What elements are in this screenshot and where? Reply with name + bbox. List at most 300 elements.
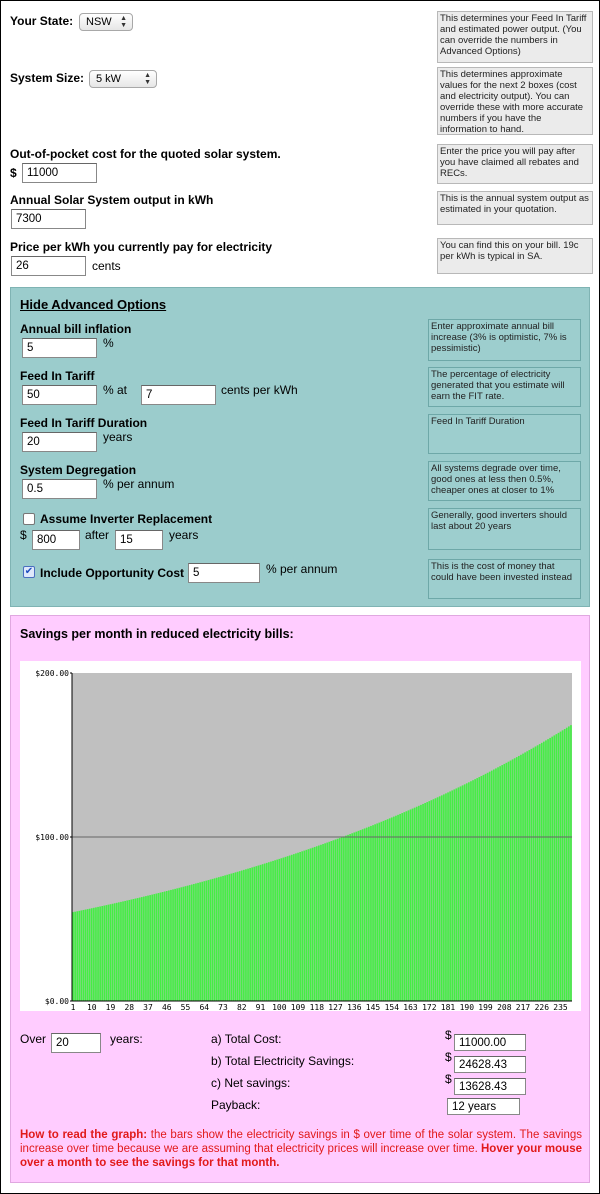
chart-bar[interactable]	[256, 866, 258, 1001]
chart-bar[interactable]	[331, 841, 333, 1001]
net-savings-label: c) Net savings:	[211, 1076, 291, 1090]
inverter-years-input[interactable]: 15	[115, 530, 163, 550]
chart-bar[interactable]	[401, 813, 403, 1001]
chart-bar[interactable]	[453, 789, 455, 1001]
chart-bar[interactable]	[566, 728, 568, 1001]
fit-percent-input[interactable]: 50	[22, 385, 97, 405]
chart-bar[interactable]	[445, 793, 447, 1001]
fit-duration-unit: years	[103, 430, 133, 444]
chart-bar[interactable]	[145, 896, 147, 1001]
chart-x-tick-label: 172	[422, 1003, 437, 1011]
chart-bar[interactable]	[418, 806, 420, 1001]
chart-bar[interactable]	[368, 827, 370, 1001]
chart-bar[interactable]	[514, 758, 516, 1001]
chart-bar[interactable]	[287, 856, 289, 1001]
chart-bar[interactable]	[183, 887, 185, 1001]
chart-bar[interactable]	[299, 852, 301, 1001]
chart-x-tick-label: 28	[124, 1003, 135, 1011]
chart-bar[interactable]	[568, 726, 570, 1001]
chart-bar[interactable]	[431, 800, 433, 1001]
chart-bar[interactable]	[224, 875, 226, 1001]
chart-bar[interactable]	[103, 906, 105, 1001]
chart-bar[interactable]	[95, 907, 97, 1001]
size-label: System Size:	[10, 71, 85, 85]
chart-bar[interactable]	[493, 769, 495, 1001]
chart-bar[interactable]	[320, 845, 322, 1001]
price-input[interactable]: 26	[11, 256, 86, 276]
chart-bar[interactable]	[447, 792, 449, 1001]
inverter-cost-input[interactable]: 800	[32, 530, 80, 550]
chart-bar[interactable]	[343, 836, 345, 1001]
chart-bar[interactable]	[347, 835, 349, 1001]
chart-bar[interactable]	[539, 744, 541, 1001]
chart-bar[interactable]	[276, 860, 278, 1001]
chart-bar[interactable]	[226, 875, 228, 1001]
chart-bar[interactable]	[93, 908, 95, 1001]
chart-bar[interactable]	[451, 790, 453, 1001]
chart-bar[interactable]	[476, 778, 478, 1001]
chart-bar[interactable]	[383, 821, 385, 1001]
chart-bar[interactable]	[83, 910, 85, 1001]
chart-bar[interactable]	[541, 743, 543, 1001]
chart-bar[interactable]	[245, 869, 247, 1001]
chart-bar[interactable]	[349, 834, 351, 1001]
chart-bar[interactable]	[149, 895, 151, 1001]
chart-bar[interactable]	[260, 865, 262, 1001]
chart-bar[interactable]	[258, 865, 260, 1001]
inverter-label: Assume Inverter Replacement	[40, 512, 213, 526]
chart-bar[interactable]	[556, 734, 558, 1001]
chart-bar[interactable]	[156, 894, 158, 1001]
chart-bar[interactable]	[522, 754, 524, 1001]
chart-bar[interactable]	[295, 853, 297, 1001]
chart-bar[interactable]	[126, 900, 128, 1001]
chart-bar[interactable]	[203, 881, 205, 1001]
chart-bar[interactable]	[220, 877, 222, 1001]
chart-bar[interactable]	[531, 749, 533, 1001]
chart-bar[interactable]	[133, 899, 135, 1001]
size-select-value: 5 kW	[96, 73, 122, 85]
chart-bar[interactable]	[216, 878, 218, 1001]
chart-bar[interactable]	[308, 849, 310, 1001]
chart-bar[interactable]	[389, 818, 391, 1001]
cost-prefix: $	[10, 166, 17, 180]
chart-bar[interactable]	[358, 831, 360, 1001]
chart-bar[interactable]	[549, 738, 551, 1001]
chart-bar[interactable]	[462, 785, 464, 1001]
chart-bar[interactable]	[239, 871, 241, 1001]
chart-bar[interactable]	[99, 906, 101, 1001]
chart-bar[interactable]	[181, 887, 183, 1001]
chart-bar[interactable]	[189, 885, 191, 1001]
chart-bar[interactable]	[151, 895, 153, 1001]
chart-bar[interactable]	[193, 884, 195, 1001]
opportunity-input[interactable]: 5	[188, 563, 260, 583]
chart-bar[interactable]	[420, 805, 422, 1001]
chart-bar[interactable]	[324, 843, 326, 1001]
chart-bar[interactable]	[168, 890, 170, 1001]
chart-bar[interactable]	[537, 745, 539, 1001]
chart-bar[interactable]	[228, 874, 230, 1001]
chart-bar[interactable]	[174, 889, 176, 1001]
chart-bar[interactable]	[374, 824, 376, 1001]
chart-bar[interactable]	[176, 888, 178, 1001]
price-help: You can find this on your bill. 19c per kWh is typical in SA.	[437, 238, 593, 274]
chart-bar[interactable]	[237, 872, 239, 1001]
fit-help: The percentage of electricity generated that you estimate will earn the FIT rate.	[428, 367, 581, 407]
chart-bar[interactable]	[395, 816, 397, 1001]
price-label: Price per kWh you currently pay for electricity	[10, 240, 273, 254]
chart-bar[interactable]	[460, 786, 462, 1001]
chart-bar[interactable]	[564, 729, 566, 1001]
output-label: Annual Solar System output in kWh	[10, 193, 214, 207]
savings-chart	[20, 661, 581, 1011]
chart-bar[interactable]	[199, 882, 201, 1001]
chart-bar[interactable]	[218, 877, 220, 1001]
chart-bar[interactable]	[466, 783, 468, 1001]
chart-bar[interactable]	[520, 755, 522, 1001]
fit-duration-input[interactable]: 20	[22, 432, 97, 452]
chart-bar[interactable]	[510, 761, 512, 1001]
chart-bar[interactable]	[543, 742, 545, 1001]
chart-bar[interactable]	[397, 815, 399, 1001]
chart-bar[interactable]	[526, 751, 528, 1001]
chart-x-tick-label: 199	[478, 1003, 493, 1011]
chart-bar[interactable]	[187, 886, 189, 1001]
inflation-unit: %	[103, 336, 114, 350]
chart-x-tick-label: 109	[290, 1003, 306, 1011]
chart-bar[interactable]	[158, 893, 160, 1001]
chart-bar[interactable]	[153, 894, 155, 1001]
fit-duration-help: Feed In Tariff Duration	[428, 414, 581, 454]
chart-bar[interactable]	[281, 858, 283, 1001]
chart-bar[interactable]	[337, 839, 339, 1001]
chart-bar[interactable]	[81, 910, 83, 1001]
chart-bar[interactable]	[333, 840, 335, 1001]
chart-bar[interactable]	[172, 889, 174, 1001]
chart-bar[interactable]	[137, 898, 139, 1001]
chart-x-tick-label: 100	[272, 1003, 287, 1011]
state-label: Your State:	[10, 14, 74, 28]
chart-bar[interactable]	[528, 750, 530, 1001]
chart-bar[interactable]	[197, 883, 199, 1001]
chart-x-tick-label: 73	[218, 1003, 228, 1011]
chart-bar[interactable]	[422, 804, 424, 1001]
over-years-input[interactable]: 20	[51, 1033, 101, 1053]
chart-bar[interactable]	[495, 768, 497, 1001]
chart-bar[interactable]	[195, 883, 197, 1001]
chart-bar[interactable]	[441, 795, 443, 1001]
size-select[interactable]	[89, 70, 157, 88]
chart-y-tick-label: $0.00	[44, 997, 69, 1006]
chart-bar[interactable]	[335, 840, 337, 1001]
chart-bar[interactable]	[428, 801, 430, 1001]
chart-bar[interactable]	[241, 871, 243, 1001]
chart-bar[interactable]	[87, 909, 89, 1001]
chart-bar[interactable]	[274, 860, 276, 1001]
chart-bar[interactable]	[489, 772, 491, 1001]
chart-bar[interactable]	[399, 814, 401, 1001]
chart-bar[interactable]	[143, 897, 145, 1001]
chart-bar[interactable]	[512, 759, 514, 1001]
chart-bar[interactable]	[376, 823, 378, 1001]
total-savings-prefix: $	[445, 1050, 452, 1064]
chart-bar[interactable]	[85, 910, 87, 1001]
chart-bar[interactable]	[166, 891, 168, 1001]
chart-bar[interactable]	[128, 900, 130, 1001]
total-savings-output: 24628.43	[454, 1056, 526, 1073]
hide-advanced-link[interactable]: Hide Advanced Options	[20, 297, 167, 312]
chart-bar[interactable]	[212, 879, 214, 1001]
chart-bar[interactable]	[249, 868, 251, 1001]
chart-bar[interactable]	[345, 836, 347, 1001]
output-input[interactable]: 7300	[11, 209, 86, 229]
state-select[interactable]	[79, 13, 133, 31]
chart-x-tick-label: 145	[365, 1003, 381, 1011]
payback-label: Payback:	[211, 1098, 261, 1112]
chart-bar[interactable]	[437, 797, 439, 1001]
chart-x-tick-label: 208	[497, 1003, 512, 1011]
chart-x-tick-label: 217	[515, 1003, 531, 1011]
net-savings-output: 13628.43	[454, 1078, 526, 1095]
chart-bar[interactable]	[570, 725, 572, 1001]
chart-bar[interactable]	[310, 848, 312, 1001]
chart-bar[interactable]	[393, 817, 395, 1001]
chart-x-tick-label: 37	[143, 1003, 153, 1011]
chart-bar[interactable]	[562, 730, 564, 1001]
chart-bar[interactable]	[178, 888, 180, 1001]
select-arrows-icon: ▲ ▼	[120, 15, 127, 29]
chart-bar[interactable]	[362, 829, 364, 1001]
chart-bar[interactable]	[185, 886, 187, 1001]
chart-bar[interactable]	[78, 911, 80, 1001]
chart-bar[interactable]	[231, 874, 233, 1001]
chart-bar[interactable]	[535, 746, 537, 1001]
chart-bar[interactable]	[247, 869, 249, 1001]
chart-bar[interactable]	[293, 854, 295, 1001]
chart-bar[interactable]	[306, 850, 308, 1001]
chart-bar[interactable]	[139, 898, 141, 1001]
chart-bar[interactable]	[406, 811, 408, 1001]
chart-bar[interactable]	[116, 903, 118, 1001]
chart-bar[interactable]	[560, 732, 562, 1001]
chart-bar[interactable]	[160, 893, 162, 1001]
chart-bar[interactable]	[283, 858, 285, 1001]
chart-x-tick-label: 154	[384, 1003, 400, 1011]
chart-bar[interactable]	[474, 779, 476, 1001]
how-to-read-text	[20, 1128, 582, 1170]
chart-bar[interactable]	[114, 903, 116, 1001]
chart-bar[interactable]	[426, 802, 428, 1001]
chart-bar[interactable]	[303, 851, 305, 1001]
chart-bar[interactable]	[131, 900, 133, 1002]
chart-bar[interactable]	[547, 739, 549, 1001]
chart-bar[interactable]	[424, 803, 426, 1001]
fit-label: Feed In Tariff	[20, 369, 95, 383]
chart-bar[interactable]	[443, 794, 445, 1001]
chart-bar[interactable]	[297, 853, 299, 1001]
chart-bar[interactable]	[403, 812, 405, 1001]
chart-bar[interactable]	[468, 782, 470, 1001]
inverter-checkbox[interactable]	[23, 513, 35, 525]
chart-bar[interactable]	[433, 799, 435, 1001]
chart-bar[interactable]	[89, 909, 91, 1001]
chart-bar[interactable]	[366, 828, 368, 1001]
chart-bar[interactable]	[101, 906, 103, 1001]
size-help: This determines approximate values for the next 2 boxes (cost and electricity output). You can override these with more accurate numbers if you have the information to hand.	[437, 67, 593, 135]
chart-bar[interactable]	[201, 882, 203, 1001]
chart-bar[interactable]	[533, 748, 535, 1001]
chart-bar[interactable]	[491, 771, 493, 1001]
chart-bar[interactable]	[408, 810, 410, 1001]
chart-bar[interactable]	[516, 757, 518, 1001]
chart-x-tick-label: 64	[199, 1003, 210, 1011]
chart-bar[interactable]	[278, 859, 280, 1001]
price-unit: cents	[92, 259, 121, 273]
chart-bar[interactable]	[272, 861, 274, 1001]
chart-bar[interactable]	[558, 733, 560, 1001]
chart-bar[interactable]	[214, 878, 216, 1001]
chart-bar[interactable]	[381, 822, 383, 1001]
chart-bar[interactable]	[478, 777, 480, 1001]
chart-bar[interactable]	[328, 842, 330, 1001]
chart-bar[interactable]	[110, 904, 112, 1001]
chart-bar[interactable]	[312, 848, 314, 1001]
chart-bar[interactable]	[289, 856, 291, 1002]
chart-bar[interactable]	[314, 847, 316, 1001]
chart-bar[interactable]	[456, 788, 458, 1001]
chart-bar[interactable]	[147, 896, 149, 1001]
chart-bar[interactable]	[135, 899, 137, 1001]
inverter-help: Generally, good inverters should last about 20 years	[428, 508, 581, 550]
chart-bar[interactable]	[387, 819, 389, 1001]
chart-bar[interactable]	[206, 881, 208, 1001]
chart-bar[interactable]	[210, 879, 212, 1001]
chart-bar[interactable]	[106, 905, 108, 1001]
chart-bar[interactable]	[74, 912, 76, 1001]
chart-bar[interactable]	[76, 911, 78, 1001]
chart-bar[interactable]	[360, 830, 362, 1001]
net-savings-prefix: $	[445, 1072, 452, 1086]
chart-bar[interactable]	[551, 737, 553, 1001]
chart-bar[interactable]	[501, 765, 503, 1001]
degradation-input[interactable]: 0.5	[22, 479, 97, 499]
chart-bar[interactable]	[162, 892, 164, 1001]
chart-bar[interactable]	[112, 904, 114, 1001]
chart-bar[interactable]	[483, 775, 485, 1001]
chart-bar[interactable]	[124, 901, 126, 1001]
chart-bar[interactable]	[378, 823, 380, 1001]
chart-bar[interactable]	[222, 876, 224, 1001]
chart-bar[interactable]	[435, 798, 437, 1001]
cost-input[interactable]: 11000	[22, 163, 97, 183]
total-cost-output: 11000.00	[454, 1034, 526, 1051]
chart-x-tick-label: 163	[403, 1003, 418, 1011]
chart-bar[interactable]	[506, 763, 508, 1001]
chart-bar[interactable]	[118, 902, 120, 1001]
chart-bar[interactable]	[122, 901, 124, 1001]
chart-bar[interactable]	[372, 825, 374, 1001]
chart-bar[interactable]	[91, 908, 93, 1001]
chart-x-tick-label: 235	[553, 1003, 568, 1011]
chart-bar[interactable]	[208, 880, 210, 1001]
chart-bar[interactable]	[353, 832, 355, 1001]
chart-bar[interactable]	[322, 844, 324, 1001]
chart-bar[interactable]	[485, 774, 487, 1001]
chart-bar[interactable]	[503, 764, 505, 1001]
chart-bar[interactable]	[291, 855, 293, 1001]
chart-bar[interactable]	[416, 807, 418, 1001]
chart-bar[interactable]	[316, 846, 318, 1001]
inflation-input[interactable]: 5	[22, 338, 97, 358]
chart-bar[interactable]	[251, 867, 253, 1001]
chart-x-tick-label: 181	[440, 1003, 456, 1011]
chart-bar[interactable]	[262, 864, 264, 1001]
chart-bar[interactable]	[120, 902, 122, 1001]
chart-bar[interactable]	[270, 862, 272, 1001]
chart-bar[interactable]	[464, 784, 466, 1001]
chart-bar[interactable]	[518, 756, 520, 1001]
chart-bar[interactable]	[439, 796, 441, 1001]
chart-bar[interactable]	[233, 873, 235, 1001]
chart-bar[interactable]	[141, 897, 143, 1001]
chart-bar[interactable]	[449, 791, 451, 1001]
chart-bar[interactable]	[268, 862, 270, 1001]
cost-help: Enter the price you will pay after you have claimed all rebates and RECs.	[437, 144, 593, 184]
chart-bar[interactable]	[487, 773, 489, 1001]
chart-bar[interactable]	[318, 846, 320, 1001]
chart-bar[interactable]	[410, 809, 412, 1001]
chart-bar[interactable]	[108, 905, 110, 1001]
chart-bar[interactable]	[497, 767, 499, 1001]
chart-bar[interactable]	[170, 890, 172, 1001]
chart-bar[interactable]	[356, 832, 358, 1001]
chart-bar[interactable]	[339, 838, 341, 1001]
chart-bar[interactable]	[370, 826, 372, 1001]
chart-bar[interactable]	[499, 766, 501, 1001]
chart-bar[interactable]	[97, 907, 99, 1001]
chart-bar[interactable]	[391, 817, 393, 1001]
chart-bar[interactable]	[191, 885, 193, 1001]
chart-bar[interactable]	[243, 870, 245, 1001]
payback-output: 12 years	[447, 1098, 520, 1115]
chart-y-ticks	[35, 669, 72, 1006]
opportunity-checkbox[interactable]	[23, 566, 35, 578]
chart-bar[interactable]	[253, 867, 255, 1001]
chart-bar[interactable]	[364, 828, 366, 1001]
chart-bar[interactable]	[235, 872, 237, 1001]
inverter-years-unit: years	[169, 528, 199, 542]
chart-bar[interactable]	[341, 837, 343, 1001]
fit-rate-input[interactable]: 7	[141, 385, 216, 405]
chart-bar[interactable]	[351, 833, 353, 1001]
chart-bar[interactable]	[164, 892, 166, 1002]
chart-bar[interactable]	[481, 776, 483, 1001]
chart-bar[interactable]	[553, 735, 555, 1001]
chart-bar[interactable]	[266, 863, 268, 1001]
chart-bar[interactable]	[264, 864, 266, 1001]
chart-bar[interactable]	[524, 752, 526, 1001]
chart-bar[interactable]	[285, 857, 287, 1001]
chart-bar[interactable]	[326, 843, 328, 1001]
chart-bar[interactable]	[508, 762, 510, 1001]
chart-bar[interactable]	[472, 780, 474, 1001]
chart-bar[interactable]	[301, 851, 303, 1001]
chart-bar[interactable]	[545, 740, 547, 1001]
chart-bar[interactable]	[385, 820, 387, 1001]
chart-bar[interactable]	[470, 781, 472, 1001]
chart-bar[interactable]	[458, 787, 460, 1001]
